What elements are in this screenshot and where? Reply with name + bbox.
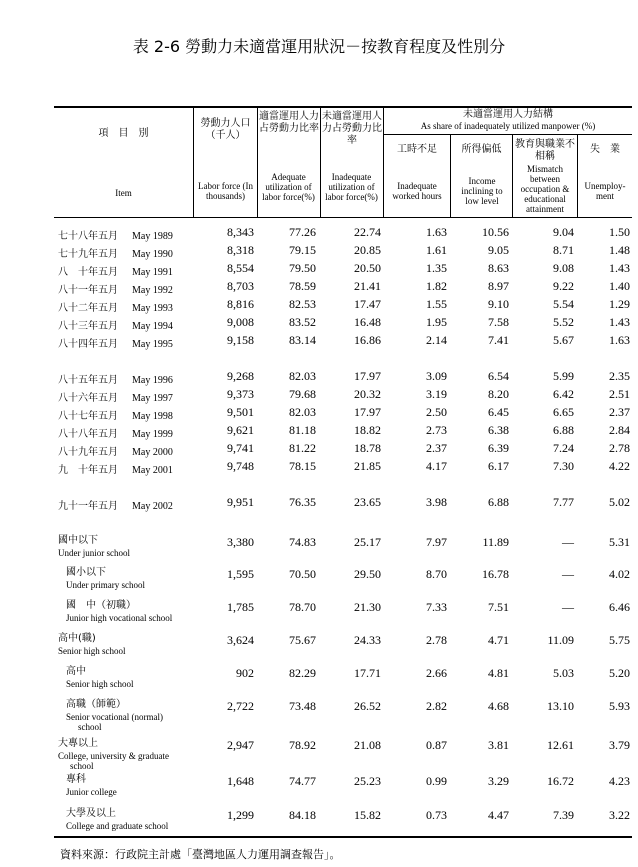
cell-hr: 3.98: [426, 495, 447, 509]
row-label-zh: 國中以下: [58, 535, 98, 546]
row-label-en: Senior high school: [58, 646, 126, 656]
cell-hr: 2.37: [426, 441, 447, 455]
cell-in: 17.97: [354, 405, 381, 419]
cell-lf: 9,621: [227, 423, 254, 437]
row-label-zh: 大專以上: [58, 738, 98, 749]
cell-mm: 7.24: [553, 441, 574, 455]
row-label-en: May 1994: [132, 321, 173, 332]
row-label-en: Senior high school: [66, 679, 134, 689]
table-row: [0, 387, 638, 405]
cell-in: 26.52: [354, 699, 381, 713]
cell-hr: 1.82: [426, 279, 447, 293]
cell-mm: 6.65: [553, 405, 574, 419]
table-row: [0, 243, 638, 261]
header-item-en-cell: [54, 188, 193, 198]
cell-mm: 5.99: [553, 369, 574, 383]
row-label-zh: 八十一年五月: [58, 285, 118, 296]
row-label-zh: 八十三年五月: [58, 321, 118, 332]
row-label-zh: 國 中（初職）: [66, 600, 136, 611]
cell-un: 5.02: [609, 495, 630, 509]
table-row: [0, 459, 638, 477]
cell-ad: 73.48: [289, 699, 316, 713]
cell-ic: 4.68: [488, 699, 509, 713]
row-label-zh: 大學及以上: [66, 808, 116, 819]
cell-ad: 81.18: [289, 423, 316, 437]
cell-hr: 2.50: [426, 405, 447, 419]
cell-un: 3.79: [609, 738, 630, 752]
cell-ad: 74.77: [289, 774, 316, 788]
cell-ad: 78.70: [289, 600, 316, 614]
cell-hr: 7.97: [426, 535, 447, 549]
row-label: [58, 299, 173, 314]
cell-mm: 5.54: [553, 297, 574, 311]
cell-ic: 9.05: [488, 243, 509, 257]
cell-lf: 1,785: [227, 600, 254, 614]
header-labor-force: [195, 118, 256, 142]
cell-ad: 76.35: [289, 495, 316, 509]
row-label-en: College, university & graduate: [58, 751, 169, 761]
cell-mm: 7.77: [553, 495, 574, 509]
row-label-en: College and graduate school: [66, 821, 169, 831]
table-title: 表 2-6 勞動力未適當運用狀況－按教育程度及性別分: [132, 37, 506, 56]
header-adequate-en: Adequate utilization of labor force(%): [262, 172, 315, 202]
cell-hr: 8.70: [426, 567, 447, 581]
row-label-en: May 1997: [132, 393, 173, 404]
row-label-en: May 1989: [132, 231, 173, 242]
row-label: [58, 407, 173, 422]
cell-in: 18.82: [354, 423, 381, 437]
header-mismatch-en-cell: [514, 164, 576, 214]
cell-ic: 6.88: [488, 495, 509, 509]
row-label-en: Senior vocational (normal): [66, 712, 163, 722]
header-labor-force-en-cell: [195, 181, 256, 201]
cell-un: 1.48: [609, 243, 630, 257]
header-adequate-zh: 適當運用人力占勞動力比率: [259, 111, 319, 134]
cell-hr: 1.55: [426, 297, 447, 311]
cell-lf: 9,008: [227, 315, 254, 329]
cell-in: 23.65: [354, 495, 381, 509]
cell-mm: 9.08: [553, 261, 574, 275]
row-label-zh: 九 十年五月: [58, 465, 118, 476]
cell-ad: 82.53: [289, 297, 316, 311]
cell-ad: 83.52: [289, 315, 316, 329]
cell-ic: 6.54: [488, 369, 509, 383]
cell-ic: 8.20: [488, 387, 509, 401]
cell-in: 21.85: [354, 459, 381, 473]
header-hours-en: Inadequate worked hours: [392, 181, 442, 201]
cell-hr: 0.73: [426, 808, 447, 822]
cell-lf: 2,947: [227, 738, 254, 752]
cell-in: 22.74: [354, 225, 381, 239]
row-label-zh: 高職（師範）: [66, 699, 126, 710]
cell-hr: 0.87: [426, 738, 447, 752]
cell-hr: 2.82: [426, 699, 447, 713]
header-adequate-en-cell: [257, 172, 320, 202]
cell-mm: 8.71: [553, 243, 574, 257]
cell-un: 2.78: [609, 441, 630, 455]
cell-mm: 16.72: [547, 774, 574, 788]
cell-ad: 78.92: [289, 738, 316, 752]
cell-un: 2.37: [609, 405, 630, 419]
cell-mm: 5.67: [553, 333, 574, 347]
cell-ad: 75.67: [289, 633, 316, 647]
table-row: [0, 405, 638, 423]
table-row: [0, 369, 638, 387]
cell-mm: 11.09: [547, 633, 574, 647]
header-hours-zh: 工時不足: [397, 144, 437, 155]
cell-in: 20.85: [354, 243, 381, 257]
row-label: [58, 497, 173, 512]
cell-lf: 9,268: [227, 369, 254, 383]
cell-ad: 84.18: [289, 808, 316, 822]
source-note: 資料來源：行政院主計處「臺灣地區人力運用調查報告」。: [60, 848, 341, 861]
header-adequate: [259, 111, 319, 135]
cell-in: 25.17: [354, 535, 381, 549]
cell-un: 5.20: [609, 666, 630, 680]
header-labor-force-zh: 勞動力人口（千人）: [200, 118, 251, 141]
cell-ad: 77.26: [289, 225, 316, 239]
cell-un: 4.23: [609, 774, 630, 788]
table-row: [0, 423, 638, 441]
cell-in: 16.48: [354, 315, 381, 329]
cell-un: 2.84: [609, 423, 630, 437]
header-structure: [384, 109, 632, 131]
cell-lf: 8,816: [227, 297, 254, 311]
cell-lf: 2,722: [227, 699, 254, 713]
cell-lf: 8,703: [227, 279, 254, 293]
vline-1: [193, 107, 194, 217]
cell-un: 6.46: [609, 600, 630, 614]
row-label-zh: 八十四年五月: [58, 339, 118, 350]
cell-in: 21.30: [354, 600, 381, 614]
table-row: [0, 297, 638, 315]
header-structure-en: As share of inadequately utilized manpower (%): [420, 121, 596, 131]
cell-ic: 8.97: [488, 279, 509, 293]
cell-ic: 3.81: [488, 738, 509, 752]
row-label-zh: 七十九年五月: [58, 249, 118, 260]
row-label-en: May 1995: [132, 339, 173, 350]
row-label-en: Junior high vocational school: [66, 613, 173, 623]
cell-mm: 6.88: [553, 423, 574, 437]
row-label-zh: 專科: [66, 774, 86, 785]
table-row: [0, 495, 638, 513]
row-label-en: May 1999: [132, 429, 173, 440]
cell-lf: 9,501: [227, 405, 254, 419]
cell-ad: 82.29: [289, 666, 316, 680]
table-row: [0, 315, 638, 333]
cell-un: 1.43: [609, 261, 630, 275]
row-label-en: May 1992: [132, 285, 173, 296]
header-inadequate-en: Inadequate utilization of labor force(%): [325, 172, 378, 202]
row-label: [58, 371, 173, 386]
cell-lf: 1,299: [227, 808, 254, 822]
cell-ad: 70.50: [289, 567, 316, 581]
cell-hr: 3.09: [426, 369, 447, 383]
header-unemployment: [578, 144, 632, 156]
bottom-rule: [54, 836, 632, 838]
cell-un: 2.51: [609, 387, 630, 401]
cell-mm: 9.04: [553, 225, 574, 239]
cell-hr: 1.35: [426, 261, 447, 275]
cell-in: 20.50: [354, 261, 381, 275]
cell-lf: 902: [236, 666, 254, 680]
cell-ic: 6.39: [488, 441, 509, 455]
cell-ic: 4.71: [488, 633, 509, 647]
table-row: [0, 225, 638, 243]
cell-lf: 9,373: [227, 387, 254, 401]
cell-un: 1.63: [609, 333, 630, 347]
cell-ic: 7.51: [488, 600, 509, 614]
cell-un: 1.43: [609, 315, 630, 329]
header-inadequate: [322, 111, 382, 147]
cell-hr: 7.33: [426, 600, 447, 614]
row-label-en: May 1991: [132, 267, 173, 278]
row-label-en: Under junior school: [58, 548, 130, 558]
cell-hr: 2.14: [426, 333, 447, 347]
row-label: [58, 461, 173, 476]
cell-lf: 1,648: [227, 774, 254, 788]
cell-ic: 6.17: [488, 459, 509, 473]
cell-ic: 16.78: [482, 567, 509, 581]
cell-in: 17.47: [354, 297, 381, 311]
cell-ic: 8.63: [488, 261, 509, 275]
row-label-en: May 2002: [132, 501, 173, 512]
top-rule: [54, 106, 632, 108]
cell-ad: 78.59: [289, 279, 316, 293]
header-bottom-rule: [54, 217, 632, 218]
cell-lf: 8,318: [227, 243, 254, 257]
header-income-en: Income inclining to low level: [461, 176, 503, 206]
row-label: [58, 443, 173, 458]
row-label: [58, 335, 173, 350]
row-label: [58, 263, 173, 278]
cell-in: 21.08: [354, 738, 381, 752]
header-structure-zh: 未適當運用人力結構: [463, 109, 553, 120]
cell-ic: 7.58: [488, 315, 509, 329]
cell-hr: 2.73: [426, 423, 447, 437]
cell-mm: 6.42: [553, 387, 574, 401]
cell-ad: 74.83: [289, 535, 316, 549]
cell-un: 5.93: [609, 699, 630, 713]
cell-in: 18.78: [354, 441, 381, 455]
row-label-en: May 1990: [132, 249, 173, 260]
cell-mm: 9.22: [553, 279, 574, 293]
row-label-en: May 2000: [132, 447, 173, 458]
cell-hr: 1.63: [426, 225, 447, 239]
cell-in: 17.71: [354, 666, 381, 680]
cell-ad: 83.14: [289, 333, 316, 347]
cell-un: 4.02: [609, 567, 630, 581]
table-row: [0, 441, 638, 459]
cell-ic: 9.10: [488, 297, 509, 311]
cell-lf: 9,951: [227, 495, 254, 509]
row-label-en: May 1998: [132, 411, 173, 422]
table-row: [0, 261, 638, 279]
row-label-zh: 八 十年五月: [58, 267, 118, 278]
table-row: [0, 333, 638, 351]
row-label-en-cont: school: [70, 761, 94, 771]
header-income-en-cell: [454, 176, 510, 206]
row-label-zh: 八十九年五月: [58, 447, 118, 458]
row-label: [58, 425, 173, 440]
cell-mm: 5.03: [553, 666, 574, 680]
cell-hr: 4.17: [426, 459, 447, 473]
row-label: [58, 281, 173, 296]
cell-un: 1.50: [609, 225, 630, 239]
cell-ic: 7.41: [488, 333, 509, 347]
header-income-zh: 所得偏低: [461, 144, 502, 155]
cell-ic: 10.56: [482, 225, 509, 239]
header-item-en: Item: [115, 188, 132, 198]
header-item-zh: 項 目 別: [98, 128, 149, 139]
cell-in: 21.41: [354, 279, 381, 293]
cell-un: 2.35: [609, 369, 630, 383]
row-label-zh: 八十八年五月: [58, 429, 118, 440]
row-label-en: Under primary school: [66, 580, 145, 590]
header-unemployment-en: Unemploy-ment: [584, 181, 626, 201]
header-inadequate-en-cell: [320, 172, 383, 202]
row-label: [58, 317, 173, 332]
cell-hr: 2.78: [426, 633, 447, 647]
cell-mm: 7.39: [553, 808, 574, 822]
cell-lf: 9,748: [227, 459, 254, 473]
header-hours: [384, 144, 450, 156]
header-mismatch-zh: 教育與職業不相稱: [515, 139, 575, 162]
cell-ic: 6.45: [488, 405, 509, 419]
cell-hr: 3.19: [426, 387, 447, 401]
cell-hr: 1.95: [426, 315, 447, 329]
row-label: [58, 389, 173, 404]
structure-header-rule: [383, 134, 632, 135]
cell-in: 16.86: [354, 333, 381, 347]
cell-mm: 13.10: [547, 699, 574, 713]
cell-mm: 12.61: [547, 738, 574, 752]
row-label-zh: 國小以下: [66, 567, 106, 578]
cell-mm: —: [562, 567, 574, 581]
row-label-zh: 八十六年五月: [58, 393, 118, 404]
cell-in: 24.33: [354, 633, 381, 647]
header-hours-en-cell: [386, 181, 448, 201]
row-label-zh: 八十七年五月: [58, 411, 118, 422]
cell-ad: 81.22: [289, 441, 316, 455]
row-label-zh: 八十五年五月: [58, 375, 118, 386]
cell-in: 17.97: [354, 369, 381, 383]
cell-un: 1.29: [609, 297, 630, 311]
cell-ic: 4.81: [488, 666, 509, 680]
header-unemployment-zh: 失 業: [590, 144, 620, 155]
row-label-zh: 九十一年五月: [58, 501, 118, 512]
row-label-en: Junior college: [66, 787, 117, 797]
cell-un: 4.22: [609, 459, 630, 473]
cell-lf: 8,554: [227, 261, 254, 275]
header-income: [451, 144, 512, 156]
cell-lf: 3,380: [227, 535, 254, 549]
cell-hr: 0.99: [426, 774, 447, 788]
cell-ad: 79.50: [289, 261, 316, 275]
cell-un: 5.75: [609, 633, 630, 647]
cell-ad: 82.03: [289, 369, 316, 383]
cell-hr: 1.61: [426, 243, 447, 257]
cell-lf: 3,624: [227, 633, 254, 647]
header-unemployment-en-cell: [580, 181, 630, 201]
cell-ic: 6.38: [488, 423, 509, 437]
cell-mm: —: [562, 535, 574, 549]
table-row: [0, 279, 638, 297]
cell-ad: 82.03: [289, 405, 316, 419]
cell-mm: —: [562, 600, 574, 614]
cell-ic: 3.29: [488, 774, 509, 788]
cell-un: 1.40: [609, 279, 630, 293]
cell-lf: 1,595: [227, 567, 254, 581]
row-label-en: May 1993: [132, 303, 173, 314]
header-inadequate-zh: 未適當運用人力占勞動力比率: [322, 111, 382, 146]
cell-in: 20.32: [354, 387, 381, 401]
cell-ad: 79.68: [289, 387, 316, 401]
cell-ic: 4.47: [488, 808, 509, 822]
cell-un: 3.22: [609, 808, 630, 822]
cell-ad: 78.15: [289, 459, 316, 473]
cell-in: 15.82: [354, 808, 381, 822]
cell-lf: 9,741: [227, 441, 254, 455]
cell-in: 29.50: [354, 567, 381, 581]
row-label-zh: 八十二年五月: [58, 303, 118, 314]
row-label-zh: 高中(職): [58, 633, 96, 644]
cell-in: 25.23: [354, 774, 381, 788]
header-mismatch: [513, 139, 577, 163]
cell-hr: 2.66: [426, 666, 447, 680]
cell-un: 5.31: [609, 535, 630, 549]
row-label: [58, 227, 173, 242]
cell-lf: 9,158: [227, 333, 254, 347]
row-label-en: May 1996: [132, 375, 173, 386]
cell-ad: 79.15: [289, 243, 316, 257]
row-label: [58, 245, 173, 260]
header-item: [54, 128, 193, 140]
cell-mm: 7.30: [553, 459, 574, 473]
header-mismatch-en: Mismatch between occupation & educational attainment: [520, 164, 570, 214]
row-label-en: May 2001: [132, 465, 173, 476]
cell-lf: 8,343: [227, 225, 254, 239]
row-label-en-cont: school: [78, 722, 102, 732]
header-labor-force-en: Labor force (In thousands): [198, 181, 253, 201]
cell-ic: 11.89: [482, 535, 509, 549]
row-label-zh: 高中: [66, 666, 86, 677]
row-label-zh: 七十八年五月: [58, 231, 118, 242]
cell-mm: 5.52: [553, 315, 574, 329]
